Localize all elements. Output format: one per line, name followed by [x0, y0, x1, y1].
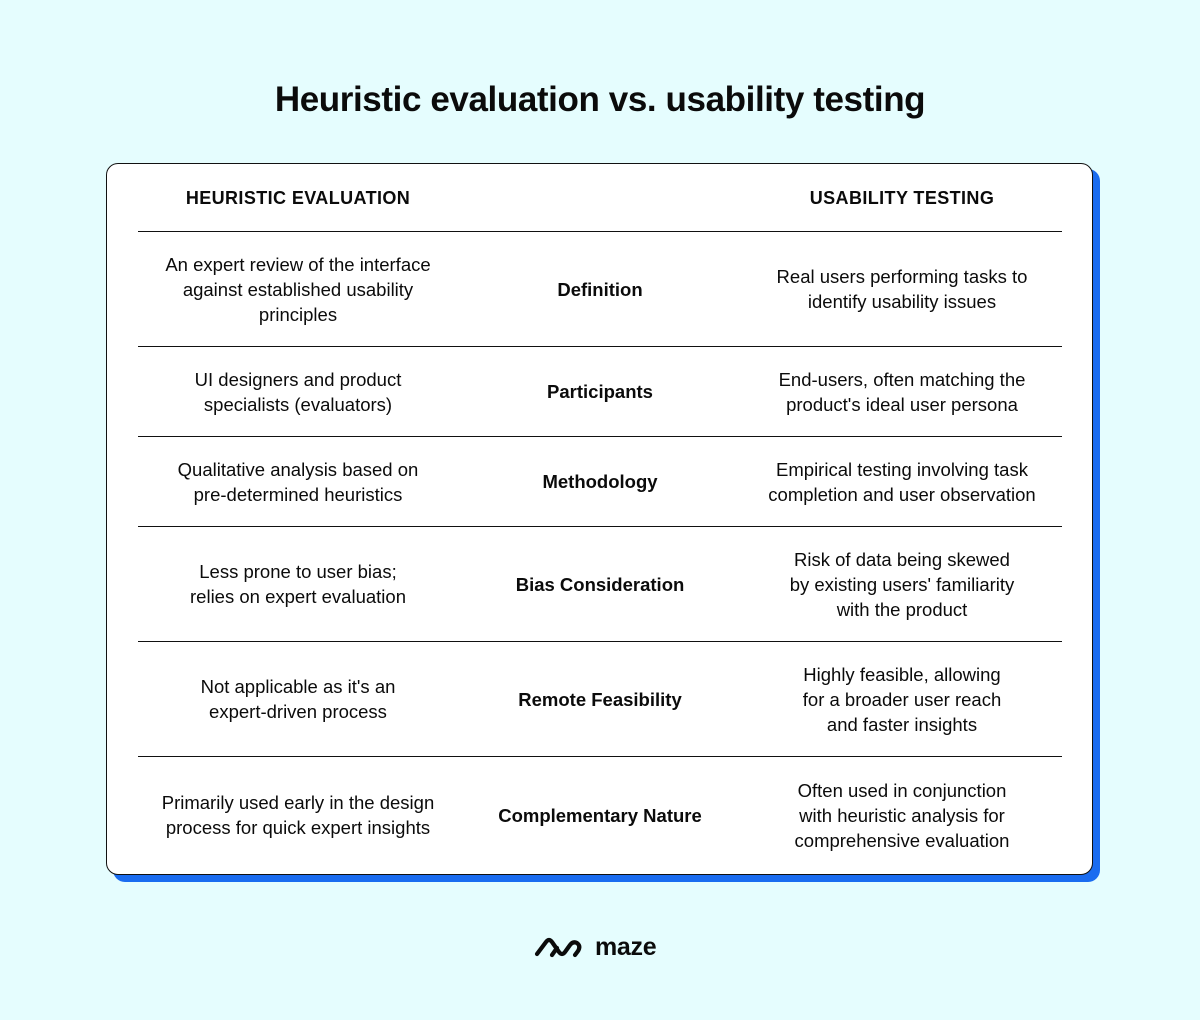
criterion-label: Methodology: [542, 471, 658, 492]
table-row: [138, 756, 1062, 873]
header-heuristic-evaluation: HEURISTIC EVALUATION: [185, 188, 411, 208]
page-title: Heuristic evaluation vs. usability testing: [274, 80, 926, 119]
criterion-label: Bias Consideration: [515, 573, 685, 595]
table-row: [138, 346, 1062, 436]
table-row: [138, 641, 1062, 756]
criterion-label: Complementary Nature: [498, 804, 702, 826]
heuristic-cell: Less prone to user bias; relies on expert evaluation: [190, 561, 406, 607]
table-row: [138, 231, 1062, 346]
heuristic-cell: UI designers and product specialists (evaluators): [194, 368, 402, 415]
maze-logo: [533, 930, 656, 964]
header-usability-testing: USABILITY TESTING: [809, 188, 995, 208]
criterion-label: Participants: [547, 381, 653, 402]
criterion-label: Definition: [557, 278, 643, 300]
criterion-label: Remote Feasibility: [518, 688, 682, 710]
usability-cell: Often used in conjunction with heuristic analysis for comprehensive evaluation: [794, 779, 1010, 851]
heuristic-cell: Primarily used early in the design process for quick expert insights: [161, 792, 435, 838]
usability-cell: End-users, often matching the product's ideal user persona: [778, 368, 1026, 415]
usability-cell: Highly feasible, allowing for a broader user reach and faster insights: [802, 663, 1002, 735]
heuristic-cell: An expert review of the interface against established usability principles: [165, 253, 431, 325]
usability-cell: Empirical testing involving task completion and user observation: [768, 458, 1036, 505]
heuristic-cell: Qualitative analysis based on pre-determined heuristics: [177, 458, 419, 505]
comparison-table: [138, 231, 1062, 873]
logo-text: maze: [595, 932, 657, 961]
table-row: [138, 526, 1062, 641]
table-row: [138, 436, 1062, 526]
usability-cell: Risk of data being skewed by existing users' familiarity with the product: [789, 548, 1015, 620]
maze-logo-icon: [533, 934, 583, 960]
usability-cell: Real users performing tasks to identify usability issues: [776, 266, 1028, 312]
heuristic-cell: Not applicable as it's an expert-driven process: [200, 676, 396, 722]
